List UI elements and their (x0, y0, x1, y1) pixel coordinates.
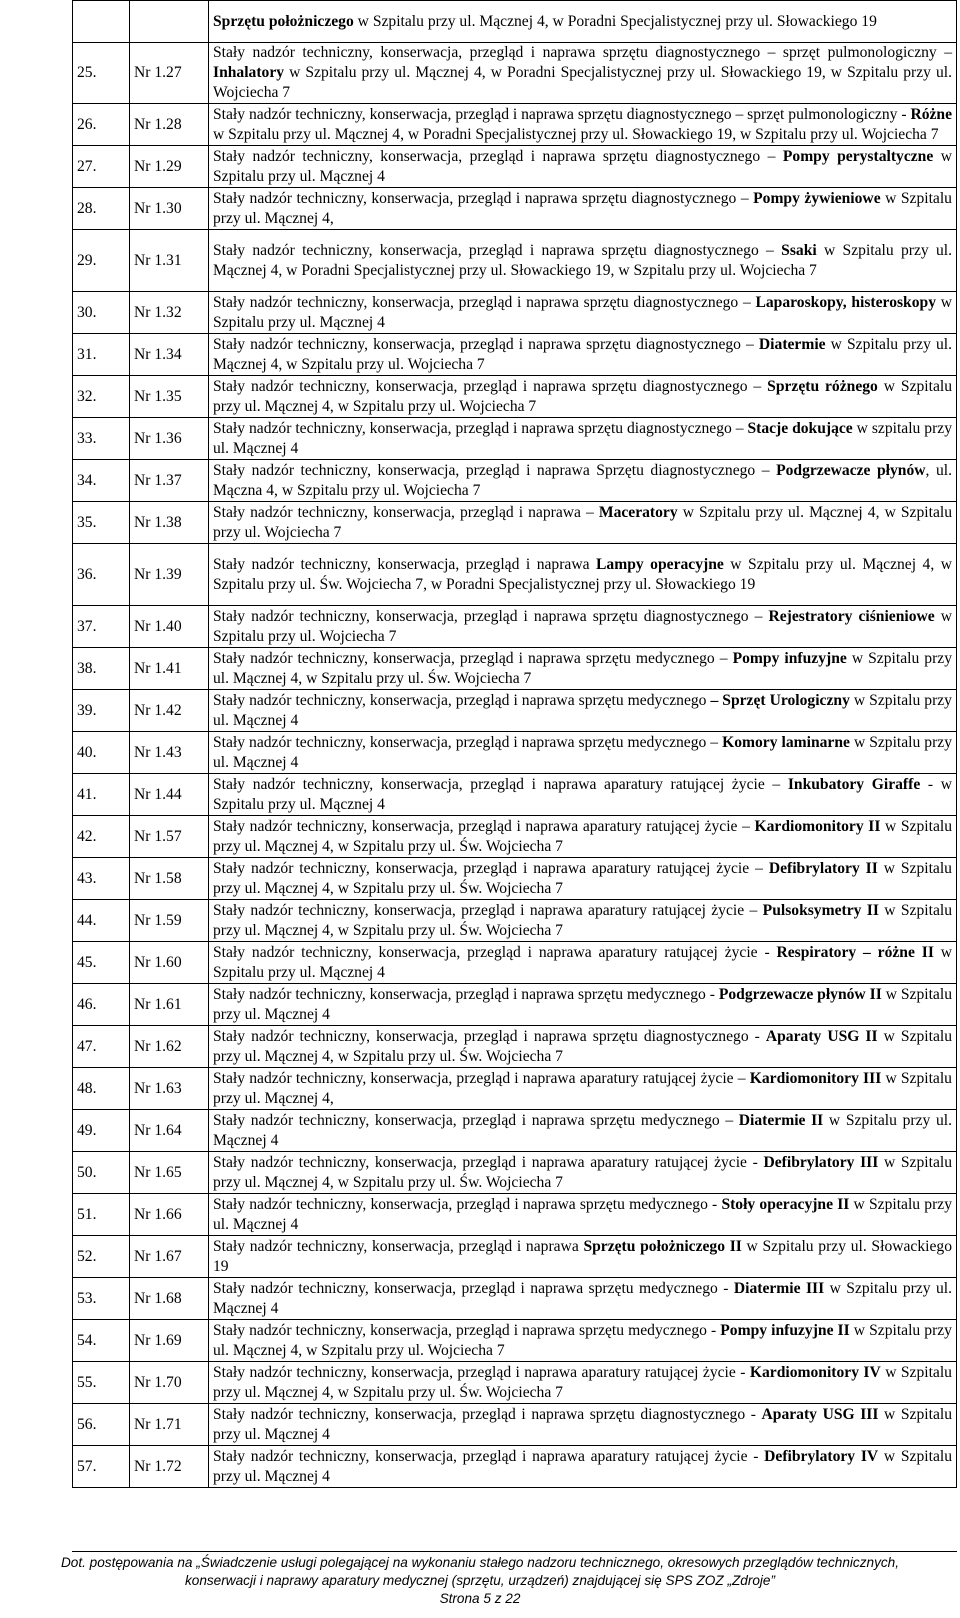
description-text: w Szpitalu przy ul. Mącznej 4, w Szpitalu przy ul. Św. Wojciecha 7 (213, 1363, 952, 1401)
description-text: Stały nadzór techniczny, konserwacja, przegląd i naprawa sprzętu diagnostycznego - (213, 1027, 766, 1045)
service-description (209, 376, 957, 418)
equipment-name: Inkubatory Giraffe (787, 775, 921, 793)
description-text: Stały nadzór techniczny, konserwacja, przegląd i naprawa sprzętu diagnostycznego – (213, 377, 768, 395)
description-text: w Szpitalu przy ul. Mącznej 4 (213, 1195, 952, 1233)
equipment-name: Defibrylatory II (768, 859, 878, 877)
table-row (73, 606, 957, 648)
package-number: Nr 1.63 (130, 1068, 209, 1110)
service-description (209, 460, 957, 502)
table-row (73, 1, 957, 43)
description-text: w Szpitalu przy ul. Mącznej 4, (213, 189, 952, 227)
package-number: Nr 1.67 (130, 1236, 209, 1278)
package-number: Nr 1.38 (130, 502, 209, 544)
description-text: w Szpitalu przy ul. Mącznej 4, w Szpitalu przy ul. Wojciecha 7 (213, 377, 953, 415)
package-number: Nr 1.60 (130, 942, 209, 984)
package-number: Nr 1.37 (130, 460, 209, 502)
equipment-name: Kardiomonitory II (754, 817, 881, 835)
service-description (209, 292, 957, 334)
description-text: w Szpitalu przy ul. Mącznej 4 (213, 1405, 952, 1443)
description-text: w szpitalu przy ul. Mącznej 4 (213, 419, 952, 457)
row-number: 57. (73, 1446, 130, 1488)
description-text: w Szpitalu przy ul. Mącznej 4, w Szpitalu przy ul. Św. Wojciecha 7, w Poradni Specjalistycznej przy ul. Słowackiego 19 (213, 555, 952, 593)
table-row (73, 1278, 957, 1320)
service-description (209, 334, 957, 376)
description-text: w Szpitalu przy ul. Mącznej 4, w Poradni Specjalistycznej przy ul. Słowackiego 19, w Szpitalu przy ul. Wojciecha 7 (213, 64, 952, 101)
package-number (130, 1, 209, 43)
table-row (73, 188, 957, 230)
table-row (73, 43, 957, 104)
row-number: 38. (73, 648, 130, 690)
table-row (73, 104, 957, 146)
table-row (73, 732, 957, 774)
service-description (209, 1236, 957, 1278)
description-text: Stały nadzór techniczny, konserwacja, przegląd i naprawa sprzętu medycznego - (213, 985, 719, 1003)
package-number: Nr 1.71 (130, 1404, 209, 1446)
row-number: 30. (73, 292, 130, 334)
equipment-name: Stacje dokujące (747, 419, 853, 437)
package-number: Nr 1.72 (130, 1446, 209, 1488)
row-number: 43. (73, 858, 130, 900)
package-number: Nr 1.61 (130, 984, 209, 1026)
service-description (209, 1194, 957, 1236)
service-description (209, 1446, 957, 1488)
table-row (73, 334, 957, 376)
service-description (209, 1026, 957, 1068)
description-text: w Szpitalu przy ul. Mącznej 4 (213, 1111, 952, 1149)
description-text: Stały nadzór techniczny, konserwacja, przegląd i naprawa aparatury ratującej życie - (213, 1153, 764, 1171)
service-description (209, 1110, 957, 1152)
equipment-name: Defibrylatory IV (764, 1447, 879, 1465)
row-number: 54. (73, 1320, 130, 1362)
service-description (209, 418, 957, 460)
service-description (209, 104, 957, 146)
row-number: 46. (73, 984, 130, 1026)
footer-rule (72, 1551, 957, 1552)
row-number: 37. (73, 606, 130, 648)
package-number: Nr 1.64 (130, 1110, 209, 1152)
package-number: Nr 1.28 (130, 104, 209, 146)
table-row (73, 544, 957, 606)
description-text: w Szpitalu przy ul. Mącznej 4 (213, 147, 952, 185)
service-description (209, 230, 957, 292)
package-number: Nr 1.70 (130, 1362, 209, 1404)
equipment-name: Pompy infuzyjne (732, 649, 847, 667)
equipment-name: Pompy infuzyjne II (720, 1321, 850, 1339)
row-number: 41. (73, 774, 130, 816)
service-description (209, 1362, 957, 1404)
row-number: 35. (73, 502, 130, 544)
description-text: Stały nadzór techniczny, konserwacja, przegląd i naprawa sprzętu medycznego – (213, 649, 733, 667)
package-number: Nr 1.36 (130, 418, 209, 460)
description-text: w Szpitalu przy ul. Mącznej 4, w Szpitalu przy ul. Wojciecha 7 (213, 335, 952, 373)
service-description (209, 690, 957, 732)
description-text: Stały nadzór techniczny, konserwacja, przegląd i naprawa aparatury ratującej życie - (213, 1447, 765, 1465)
equipment-name: Podgrzewacze płynów (776, 461, 926, 479)
service-description (209, 146, 957, 188)
row-number: 49. (73, 1110, 130, 1152)
description-text: Stały nadzór techniczny, konserwacja, przegląd i naprawa sprzętu medycznego - (213, 1321, 721, 1339)
table-row (73, 1446, 957, 1488)
table-row (73, 1194, 957, 1236)
equipment-name: Diatermie III (733, 1279, 825, 1297)
description-text: Stały nadzór techniczny, konserwacja, przegląd i naprawa sprzętu diagnostycznego – (213, 293, 756, 311)
equipment-name: Stoły operacyjne II (721, 1195, 850, 1213)
table-row (73, 460, 957, 502)
description-text: w Szpitalu przy ul. Wojciecha 7 (213, 607, 952, 645)
service-description (209, 774, 957, 816)
description-text: Stały nadzór techniczny, konserwacja, przegląd i naprawa aparatury ratującej życie – (213, 775, 788, 793)
description-text: Stały nadzór techniczny, konserwacja, przegląd i naprawa sprzętu medycznego – (213, 733, 723, 751)
description-text: w Szpitalu przy ul. Mącznej 4, w Szpitalu przy ul. Św. Wojciecha 7 (213, 901, 952, 939)
description-text: Stały nadzór techniczny, konserwacja, przegląd i naprawa sprzętu diagnostycznego - (213, 1405, 762, 1423)
description-text: w Szpitalu przy ul. Mącznej 4, w Szpitalu przy ul. Wojciecha 7 (213, 1321, 952, 1359)
description-text: Stały nadzór techniczny, konserwacja, przegląd i naprawa aparatury ratującej życie – (213, 901, 763, 919)
description-text: Stały nadzór techniczny, konserwacja, przegląd i naprawa – (213, 503, 599, 521)
description-text: Stały nadzór techniczny, konserwacja, przegląd i naprawa sprzętu diagnostycznego – (213, 335, 759, 353)
description-text: Stały nadzór techniczny, konserwacja, przegląd i naprawa aparatury ratującej życie - (213, 943, 777, 961)
description-text: Stały nadzór techniczny, konserwacja, przegląd i naprawa (213, 1237, 584, 1255)
description-text: Stały nadzór techniczny, konserwacja, przegląd i naprawa sprzętu diagnostycznego – (213, 241, 782, 259)
description-text: - w Szpitalu przy ul. Mącznej 4 (213, 775, 952, 813)
equipment-name: Kardiomonitory IV (749, 1363, 881, 1381)
package-number: Nr 1.27 (130, 43, 209, 104)
equipment-name: Komory laminarne (722, 733, 850, 751)
description-text: w Szpitalu przy ul. Mącznej 4, w Poradni Specjalistycznej przy ul. Słowackiego 19, w Szpitalu przy ul. Wojciecha 7 (213, 241, 952, 279)
row-number: 56. (73, 1404, 130, 1446)
package-number: Nr 1.65 (130, 1152, 209, 1194)
row-number: 45. (73, 942, 130, 984)
footer-line-1: Dot. postępowania na „Świadczenie usługi polegającej na wykonaniu stałego nadzoru technicznego, okresowych przeglądów technicznych, (60, 1555, 900, 1570)
table-row (73, 376, 957, 418)
table-row (73, 942, 957, 984)
equipment-table (72, 0, 957, 1488)
description-text: w Szpitalu przy ul. Mącznej 4, w Szpitalu przy ul. Św. Wojciecha 7 (213, 649, 952, 687)
equipment-name: Respiratory – różne II (776, 943, 934, 961)
table-row (73, 418, 957, 460)
service-description (209, 984, 957, 1026)
service-description (209, 1404, 957, 1446)
row-number: 47. (73, 1026, 130, 1068)
table-row (73, 900, 957, 942)
equipment-name: Sprzętu położniczego II (583, 1237, 742, 1255)
table-row (73, 1110, 957, 1152)
description-text: w Szpitalu przy ul. Mącznej 4, w Szpitalu przy ul. Wojciecha 7 (213, 503, 952, 541)
package-number: Nr 1.40 (130, 606, 209, 648)
row-number: 28. (73, 188, 130, 230)
service-description (209, 1278, 957, 1320)
package-number: Nr 1.41 (130, 648, 209, 690)
description-text: w Szpitalu przy ul. Słowackiego 19 (213, 1237, 952, 1275)
equipment-name: Pompy żywieniowe (753, 189, 881, 207)
table-row (73, 648, 957, 690)
package-number: Nr 1.57 (130, 816, 209, 858)
description-text: w Szpitalu przy ul. Mącznej 4 (213, 985, 952, 1023)
description-text: w Szpitalu przy ul. Mącznej 4, w Poradni Specjalistycznej przy ul. Słowackiego 19 (353, 12, 877, 30)
equipment-name: Aparaty USG III (761, 1405, 879, 1423)
service-description (209, 502, 957, 544)
service-description (209, 858, 957, 900)
service-description (209, 1, 957, 43)
description-text: Stały nadzór techniczny, konserwacja, przegląd i naprawa aparatury ratującej życie – (213, 1069, 750, 1087)
service-description (209, 1320, 957, 1362)
page-number: Strona 5 z 22 (439, 1591, 521, 1606)
row-number: 29. (73, 230, 130, 292)
equipment-name: Diatermie II (738, 1111, 824, 1129)
description-text: Stały nadzór techniczny, konserwacja, przegląd i naprawa sprzętu medycznego (213, 691, 711, 709)
equipment-name: Kardiomonitory III (749, 1069, 882, 1087)
description-text: Stały nadzór techniczny, konserwacja, przegląd i naprawa Sprzętu diagnostycznego – (213, 461, 777, 479)
description-text: Stały nadzór techniczny, konserwacja, przegląd i naprawa sprzętu diagnostycznego – sprzęt pulmonologiczny – (213, 44, 952, 61)
equipment-name: Laparoskopy, histeroskopy (755, 293, 936, 311)
package-number: Nr 1.66 (130, 1194, 209, 1236)
table-row (73, 984, 957, 1026)
description-text: w Szpitalu przy ul. Mącznej 4, w Szpitalu przy ul. Św. Wojciecha 7 (213, 1153, 952, 1191)
row-number: 51. (73, 1194, 130, 1236)
footer-line-2: konserwacji i naprawy aparatury medycznej (sprzętu, urządzeń) znajdującej się SPS ZOZ „Zdroje” (184, 1573, 776, 1588)
table-row (73, 1236, 957, 1278)
package-number: Nr 1.34 (130, 334, 209, 376)
equipment-name: Maceratory (598, 503, 678, 521)
description-text: Stały nadzór techniczny, konserwacja, przegląd i naprawa sprzętu diagnostycznego – (213, 147, 783, 165)
description-text: Stały nadzór techniczny, konserwacja, przegląd i naprawa aparatury ratującej życie - (213, 1363, 750, 1381)
equipment-table-body (73, 1, 957, 1488)
equipment-name: Ssaki (781, 241, 817, 259)
table-row (73, 690, 957, 732)
row-number: 42. (73, 816, 130, 858)
service-description (209, 188, 957, 230)
package-number: Nr 1.58 (130, 858, 209, 900)
table-row (73, 1362, 957, 1404)
description-text: w Szpitalu przy ul. Mącznej 4, w Szpitalu przy ul. Św. Wojciecha 7 (213, 859, 952, 897)
table-row (73, 1404, 957, 1446)
package-number: Nr 1.39 (130, 544, 209, 606)
description-text: Stały nadzór techniczny, konserwacja, przegląd i naprawa sprzętu diagnostycznego – (213, 189, 754, 207)
description-text: w Szpitalu przy ul. Mącznej 4 (213, 943, 952, 981)
package-number: Nr 1.69 (130, 1320, 209, 1362)
description-text: w Szpitalu przy ul. Mącznej 4, w Poradni Specjalistycznej przy ul. Słowackiego 19, w Szpitalu przy ul. Wojciecha 7 (213, 125, 939, 143)
service-description (209, 648, 957, 690)
equipment-name: Lampy operacyjne (596, 555, 724, 573)
description-text: w Szpitalu przy ul. Mącznej 4 (213, 1279, 952, 1317)
equipment-name: Defibrylatory III (763, 1153, 879, 1171)
table-row (73, 774, 957, 816)
row-number: 48. (73, 1068, 130, 1110)
description-text: w Szpitalu przy ul. Mącznej 4, w Szpitalu przy ul. Św. Wojciecha 7 (213, 817, 952, 855)
row-number: 31. (73, 334, 130, 376)
service-description (209, 606, 957, 648)
table-row (73, 230, 957, 292)
package-number: Nr 1.29 (130, 146, 209, 188)
service-description (209, 942, 957, 984)
description-text: Stały nadzór techniczny, konserwacja, przegląd i naprawa sprzętu medycznego - (213, 1279, 734, 1297)
package-number: Nr 1.68 (130, 1278, 209, 1320)
description-text: Stały nadzór techniczny, konserwacja, przegląd i naprawa sprzętu medycznego - (213, 1195, 722, 1213)
table-row (73, 1068, 957, 1110)
row-number: 39. (73, 690, 130, 732)
row-number: 44. (73, 900, 130, 942)
row-number: 25. (73, 43, 130, 104)
row-number: 34. (73, 460, 130, 502)
table-row (73, 816, 957, 858)
description-text: w Szpitalu przy ul. Mącznej 4, (213, 1069, 952, 1107)
equipment-name: Sprzętu położniczego (213, 12, 354, 30)
description-text: w Szpitalu przy ul. Mącznej 4 (213, 1447, 952, 1485)
table-row (73, 146, 957, 188)
package-number: Nr 1.32 (130, 292, 209, 334)
table-row (73, 1152, 957, 1194)
row-number: 36. (73, 544, 130, 606)
description-text: Stały nadzór techniczny, konserwacja, przegląd i naprawa sprzętu diagnostycznego – (213, 419, 748, 437)
equipment-name: Podgrzewacze płynów II (718, 985, 882, 1003)
table-row (73, 1320, 957, 1362)
package-number: Nr 1.43 (130, 732, 209, 774)
equipment-name: Inhalatory (213, 64, 285, 81)
package-number: Nr 1.30 (130, 188, 209, 230)
description-text: Stały nadzór techniczny, konserwacja, przegląd i naprawa (213, 555, 597, 573)
row-number: 53. (73, 1278, 130, 1320)
service-description (209, 732, 957, 774)
package-number: Nr 1.42 (130, 690, 209, 732)
package-number: Nr 1.59 (130, 900, 209, 942)
table-row (73, 502, 957, 544)
service-description (209, 544, 957, 606)
description-text: , ul. Mączna 4, w Szpitalu przy ul. Wojciecha 7 (213, 461, 953, 499)
description-text: Stały nadzór techniczny, konserwacja, przegląd i naprawa aparatury ratującej życie – (213, 817, 755, 835)
equipment-name: Rejestratory ciśnieniowe (768, 607, 935, 625)
row-number: 26. (73, 104, 130, 146)
service-description (209, 43, 957, 104)
row-number: 33. (73, 418, 130, 460)
equipment-name: Różne (910, 105, 953, 123)
description-text: w Szpitalu przy ul. Mącznej 4, w Szpitalu przy ul. Św. Wojciecha 7 (213, 1027, 953, 1065)
description-text: w Szpitalu przy ul. Mącznej 4 (213, 691, 952, 729)
row-number: 52. (73, 1236, 130, 1278)
row-number: 40. (73, 732, 130, 774)
equipment-name: Pompy perystaltyczne (782, 147, 934, 165)
equipment-name: Aparaty USG II (765, 1027, 878, 1045)
description-text: w Szpitalu przy ul. Mącznej 4 (213, 293, 952, 331)
description-text: Stały nadzór techniczny, konserwacja, przegląd i naprawa sprzętu medycznego – (213, 1111, 739, 1129)
service-description (209, 1068, 957, 1110)
package-number: Nr 1.31 (130, 230, 209, 292)
service-description (209, 900, 957, 942)
table-row (73, 1026, 957, 1068)
service-description (209, 816, 957, 858)
equipment-name: Pulsoksymetry II (762, 901, 879, 919)
description-text: Stały nadzór techniczny, konserwacja, przegląd i naprawa sprzętu diagnostycznego – sprzęt pulmonologiczny - (213, 105, 911, 123)
package-number: Nr 1.44 (130, 774, 209, 816)
row-number: 32. (73, 376, 130, 418)
service-description (209, 1152, 957, 1194)
row-number: 50. (73, 1152, 130, 1194)
table-row (73, 292, 957, 334)
equipment-name: – Sprzęt Urologiczny (710, 691, 850, 709)
description-text: Stały nadzór techniczny, konserwacja, przegląd i naprawa aparatury ratującej życie – (213, 859, 769, 877)
equipment-name: Sprzętu różnego (767, 377, 878, 395)
package-number: Nr 1.62 (130, 1026, 209, 1068)
description-text: w Szpitalu przy ul. Mącznej 4 (213, 733, 952, 771)
package-number: Nr 1.35 (130, 376, 209, 418)
table-row (73, 858, 957, 900)
row-number: 27. (73, 146, 130, 188)
row-number: 55. (73, 1362, 130, 1404)
description-text: Stały nadzór techniczny, konserwacja, przegląd i naprawa sprzętu diagnostycznego – (213, 607, 769, 625)
row-number (73, 1, 130, 43)
equipment-name: Diatermie (758, 335, 826, 353)
